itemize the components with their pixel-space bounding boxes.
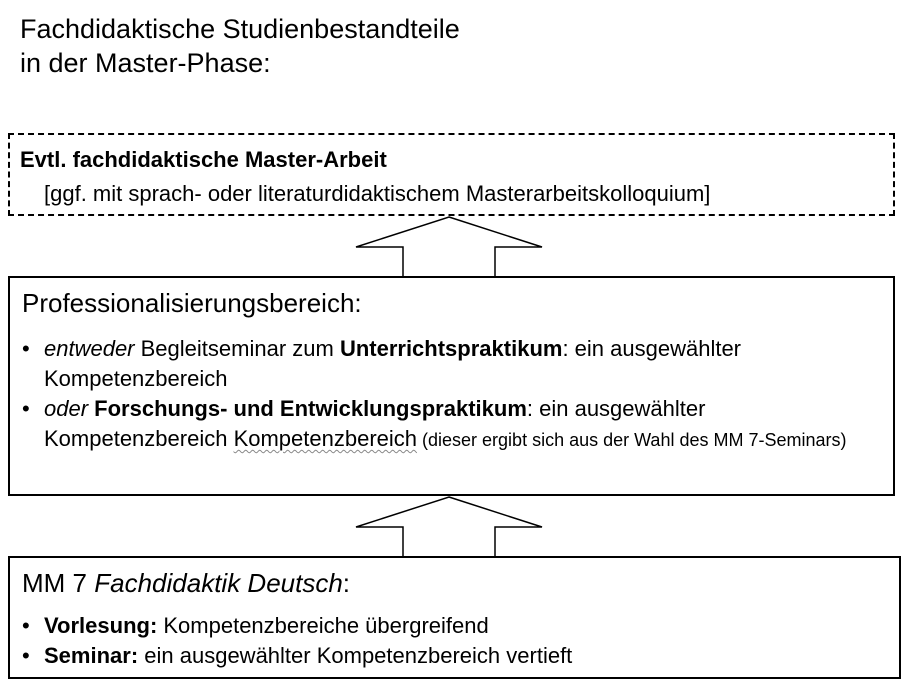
master-thesis-title: Evtl. fachdidaktische Master-Arbeit — [20, 147, 387, 172]
bullet-icon: • — [22, 336, 30, 361]
bullet-icon: • — [22, 613, 30, 638]
mm7-heading-em: Fachdidaktik Deutsch — [94, 568, 343, 598]
list-item — [18, 394, 878, 455]
master-thesis-box — [8, 133, 895, 216]
mm7-box — [8, 556, 901, 679]
mm7-heading — [22, 568, 350, 599]
item-spellcheck-word: Kompetenzbereich — [233, 426, 418, 451]
item-em: oder — [44, 396, 89, 421]
item-text: Kompetenzbereiche übergreifend — [157, 613, 489, 638]
item-bold: Unterrichtspraktikum — [339, 336, 563, 361]
title-line-1: Fachdidaktische Studienbestandteile — [20, 14, 460, 44]
item-bold: Forschungs- und Entwicklungspraktikum — [94, 396, 527, 421]
arrow-up-icon — [354, 497, 544, 557]
professionalization-heading: Professionalisierungsbereich: — [22, 288, 362, 318]
list-item — [18, 641, 878, 671]
professionalization-box — [8, 276, 895, 496]
item-text: : ein ausgewählter Kompetenzbereich — [44, 396, 706, 451]
title-line-2: in der Master-Phase: — [20, 48, 271, 78]
mm7-list — [18, 611, 878, 671]
item-bold: Vorlesung: — [44, 613, 158, 638]
arrow-up-icon — [354, 217, 544, 277]
item-text: : ein ausgewählter Kompetenzbereich — [44, 336, 742, 391]
master-thesis-subtitle: [ggf. mit sprach- oder literaturdidaktischem Masterarbeitskolloquium] — [44, 181, 711, 206]
list-item — [18, 334, 878, 394]
professionalization-list — [18, 334, 878, 455]
item-note: (dieser ergibt sich aus der Wahl des MM 7-Seminars) — [417, 430, 847, 450]
bullet-icon: • — [22, 643, 30, 668]
item-em: entweder — [44, 336, 135, 361]
page-title — [20, 12, 460, 80]
item-text: Begleitseminar zum — [134, 336, 340, 361]
item-text: ein ausgewählter Kompetenzbereich vertieft — [138, 643, 573, 668]
bullet-icon: • — [22, 396, 30, 421]
item-bold: Seminar: — [44, 643, 139, 668]
mm7-heading-prefix: MM 7 — [22, 568, 95, 598]
mm7-heading-suffix: : — [342, 568, 351, 598]
list-item — [18, 611, 878, 641]
